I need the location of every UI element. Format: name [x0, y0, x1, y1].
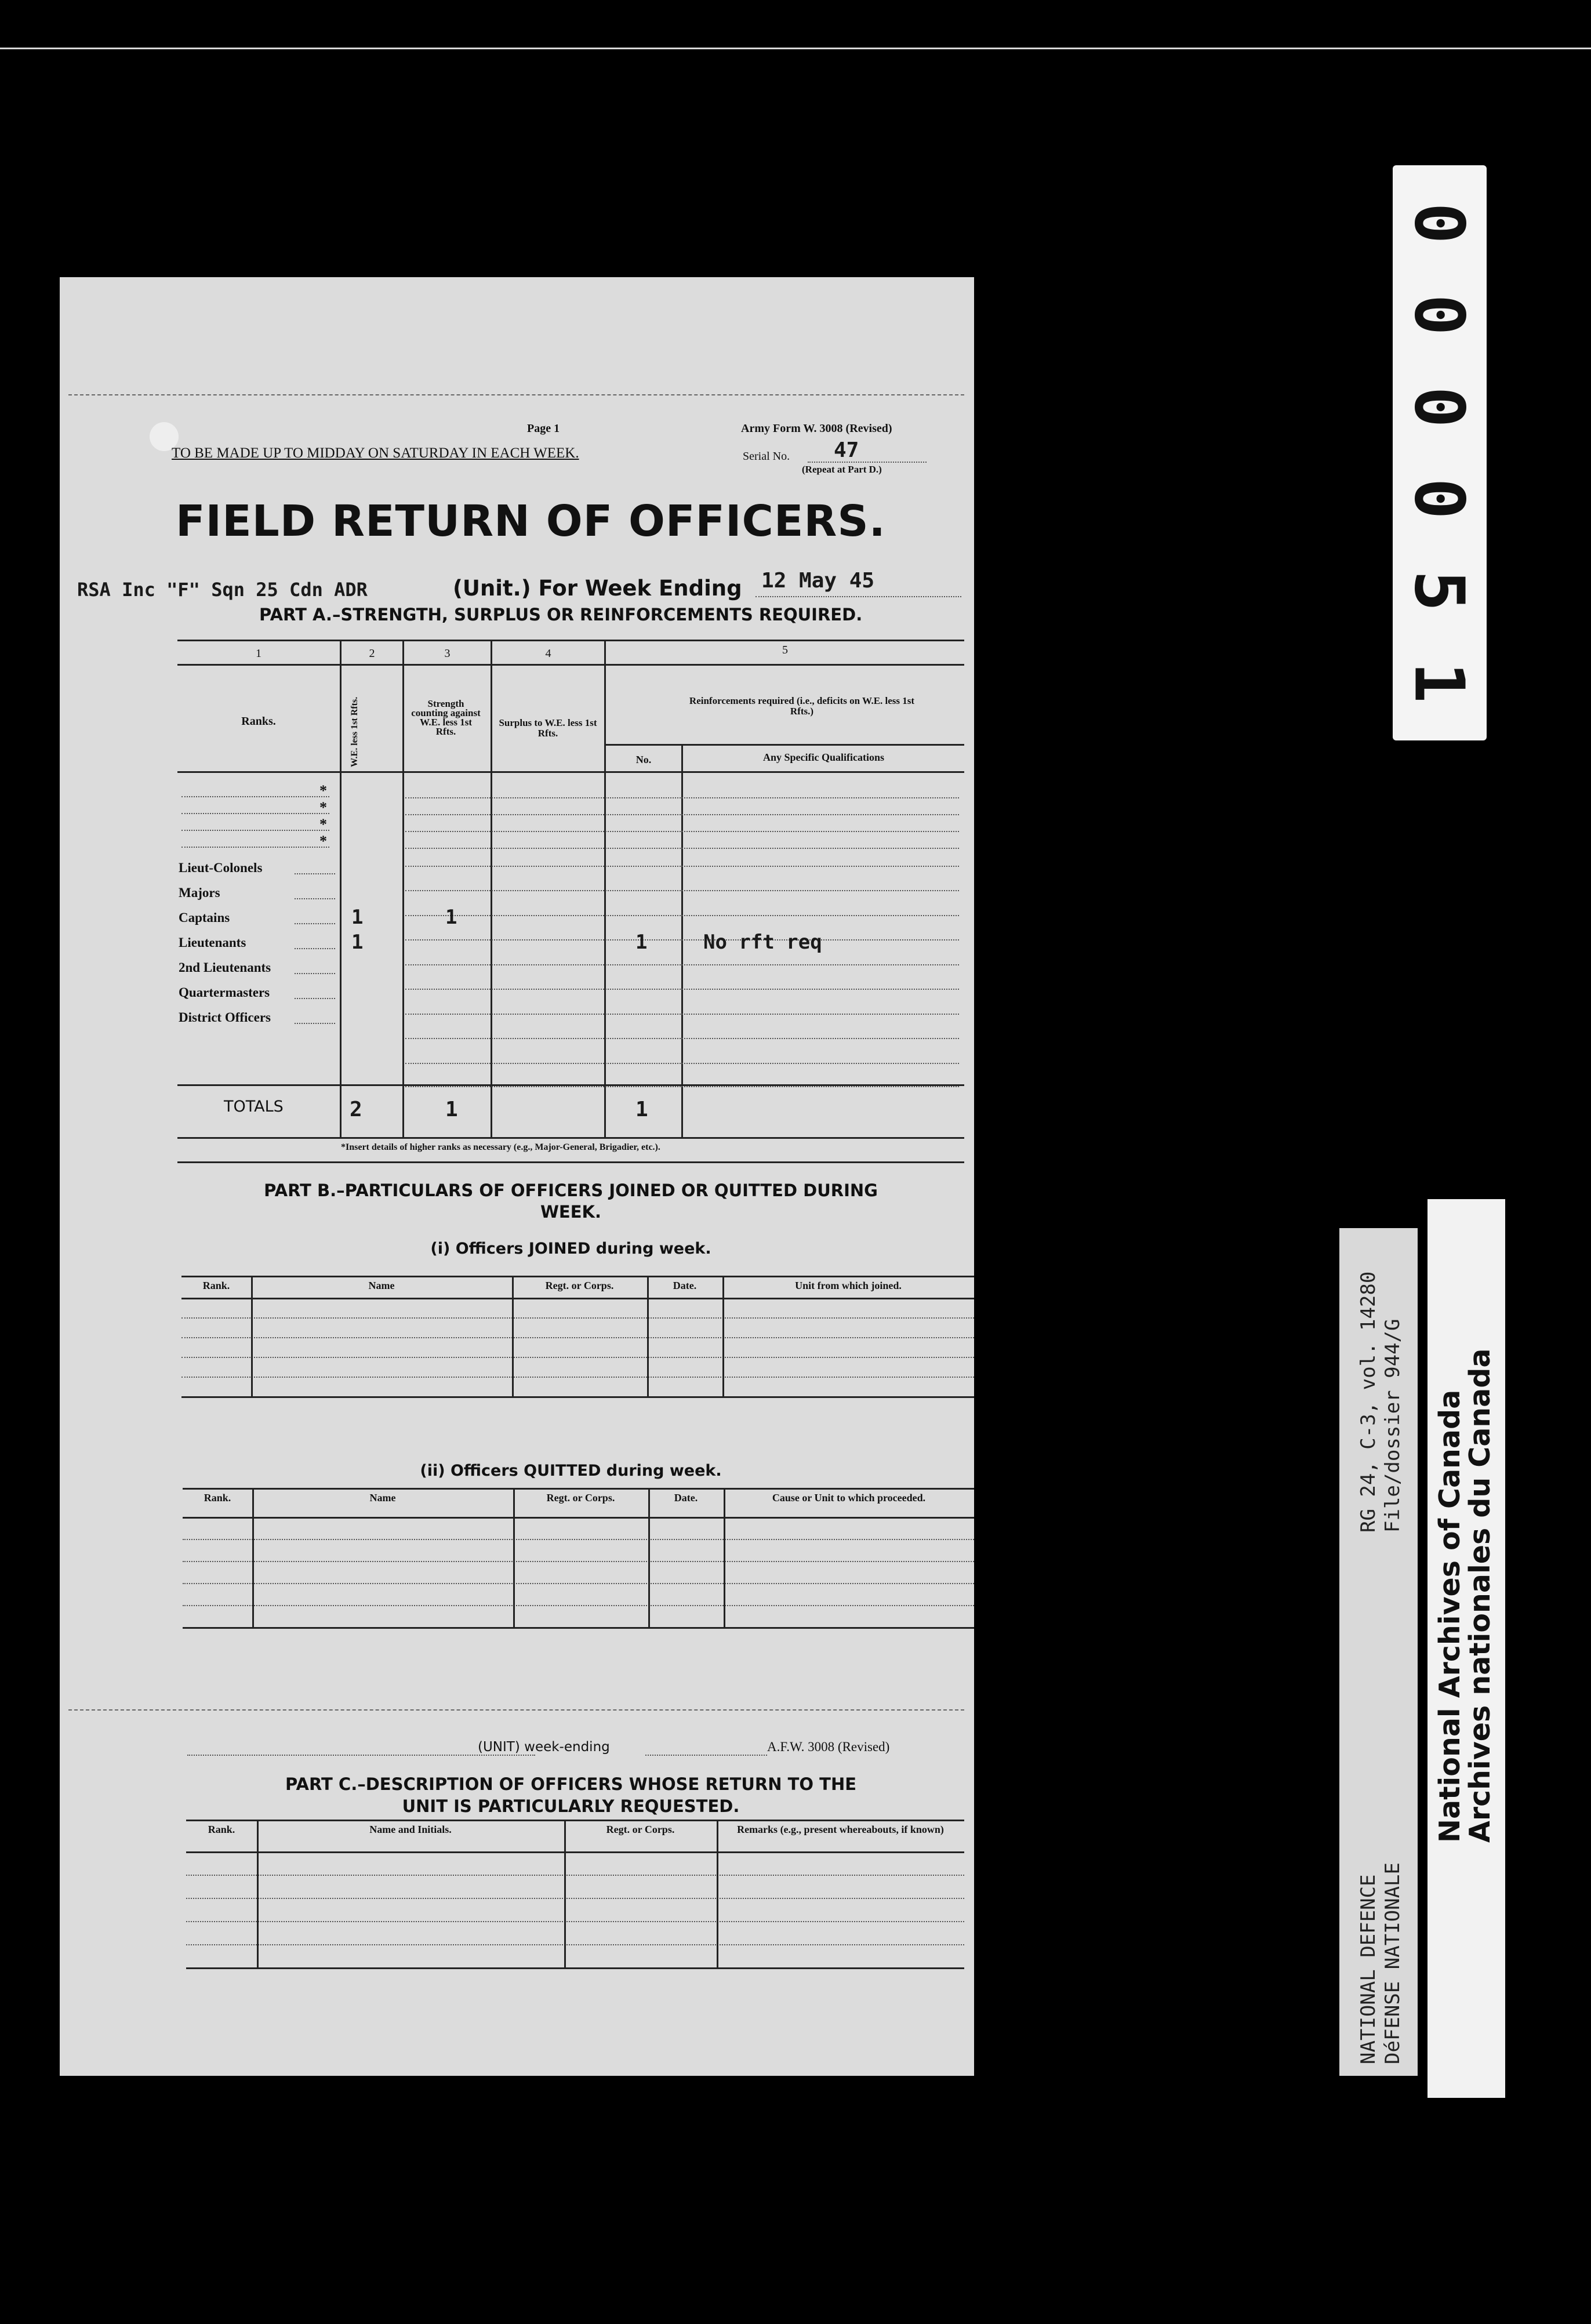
cell-dot-line: [405, 1086, 959, 1087]
cell-dot-line: [405, 1014, 959, 1015]
table-header-rule: [186, 1851, 964, 1853]
table-top-rule: [186, 1820, 964, 1821]
week-dots: [645, 1755, 767, 1756]
page-label: Page 1: [527, 422, 560, 435]
col-number-3: 3: [444, 647, 451, 660]
instruction-text: TO BE MADE UP TO MIDDAY ON SATURDAY IN EACH WEEK.: [172, 445, 579, 461]
table-row-line: [181, 1337, 974, 1338]
col-reinforcements-header: Reinforcements required (i.e., deficits on W.E. less 1st Rfts.): [689, 695, 915, 717]
top-border-line: [0, 48, 1591, 49]
tear-off-unit-label: (UNIT) week-ending: [475, 1740, 612, 1755]
total-strength: 1: [445, 1098, 458, 1121]
cell-dot-line: [405, 797, 959, 798]
table-column-rule: [647, 1276, 649, 1396]
joined-title: (i) Officers JOINED during week.: [430, 1240, 711, 1258]
dept-en: NATIONAL DEFENCE: [1357, 1874, 1380, 2064]
table-top-rule: [181, 1276, 974, 1277]
star-row-line: [181, 813, 329, 814]
army-form-number: Army Form W. 3008 (Revised): [741, 422, 892, 435]
table-bottom-rule: [183, 1627, 974, 1629]
table-header-0: Rank.: [202, 1280, 230, 1291]
rank-label: 2nd Lieutenants: [179, 960, 271, 975]
serial-dots: [808, 462, 927, 463]
part-b-title-1: PART B.–PARTICULARS OF OFFICERS JOINED OR QUITTED DURING: [264, 1181, 878, 1200]
table-header-2: Regt. or Corps.: [546, 1492, 615, 1504]
cell-dot-line: [405, 1063, 959, 1064]
col-qualifications-header: Any Specific Qualifications: [762, 751, 884, 763]
rank-dots: [295, 1023, 335, 1024]
star-mark: *: [319, 816, 327, 833]
table-header-rule: [181, 1298, 974, 1299]
rank-dots: [295, 948, 335, 949]
table-top-rule: [183, 1488, 974, 1490]
ref-line-1: RG 24, C-3, vol. 14280: [1357, 1271, 1380, 1533]
we-value: 1: [351, 931, 364, 954]
counter-digit: 5: [1399, 570, 1480, 612]
cell-dot-line: [405, 1038, 959, 1039]
table-header-1: Name: [369, 1492, 396, 1504]
rank-label: Majors: [179, 885, 220, 900]
counter-digit: 0: [1399, 386, 1480, 428]
table-column-rule: [257, 1820, 259, 1967]
table-header-3: Remarks (e.g., present whereabouts, if known): [737, 1824, 944, 1835]
table-row-line: [181, 1317, 974, 1319]
qualification-value: No rft req: [703, 931, 822, 954]
col-number-1: 1: [256, 647, 261, 660]
table-header-2: Regt. or Corps.: [545, 1280, 614, 1291]
table-column-rule: [251, 1276, 253, 1396]
we-value: 1: [351, 906, 364, 929]
table-row-line: [186, 1898, 964, 1899]
col-number-4: 4: [545, 647, 551, 660]
rank-label: Captains: [179, 910, 230, 925]
table-header-0: Rank.: [208, 1824, 235, 1835]
rank-label: Quartermasters: [179, 985, 270, 1000]
rank-dots: [295, 973, 335, 974]
cell-dot-line: [405, 939, 959, 941]
table-column-rule: [648, 1488, 650, 1627]
cell-dot-line: [405, 831, 959, 832]
table-header-rule: [183, 1517, 974, 1519]
rank-dots: [295, 923, 335, 924]
unit-dots: [187, 1755, 535, 1756]
strength-value: 1: [445, 906, 457, 929]
total-we: 2: [350, 1098, 362, 1121]
table-row-line: [181, 1357, 974, 1358]
unit-label: (Unit.) For Week Ending: [453, 576, 742, 601]
reinforcement-no: 1: [635, 931, 648, 954]
table-header-3: Date.: [674, 1492, 698, 1504]
table-column-rule: [722, 1276, 724, 1396]
archive-name-strip: [1427, 1199, 1505, 2098]
cell-dot-line: [405, 964, 959, 965]
table-column-rule: [252, 1488, 254, 1627]
cell-dot-line: [405, 814, 959, 815]
serial-label: Serial No.: [743, 450, 790, 463]
star-row-line: [181, 830, 329, 831]
rank-dots: [295, 898, 335, 899]
perforation-top: [68, 394, 964, 395]
tear-off-form-number: A.F.W. 3008 (Revised): [767, 1740, 890, 1754]
table-row-line: [183, 1605, 974, 1606]
part-b-title-2: WEEK.: [540, 1202, 602, 1222]
table-row-line: [186, 1875, 964, 1876]
star-row-line: [181, 796, 329, 797]
col-ranks-header: Ranks.: [241, 715, 276, 728]
star-mark: *: [319, 799, 327, 816]
cell-dot-line: [405, 915, 959, 916]
serial-number: 47: [834, 438, 859, 462]
table-header-4: Unit from which joined.: [795, 1280, 902, 1291]
week-ending-dots: [755, 596, 961, 597]
archive-name-en: National Archives of Canada: [1433, 1389, 1466, 1843]
rank-label: Lieutenants: [179, 935, 246, 950]
totals-label: TOTALS: [224, 1098, 284, 1116]
repeat-note: (Repeat at Part D.): [802, 464, 882, 475]
table-column-rule: [717, 1820, 718, 1967]
table-header-4: Cause or Unit to which proceeded.: [772, 1492, 926, 1504]
dept-fr: DéFENSE NATIONALE: [1381, 1862, 1404, 2064]
star-mark: *: [319, 782, 327, 799]
counter-digit: 0: [1399, 202, 1480, 244]
total-reinforcements: 1: [635, 1098, 648, 1121]
table-column-rule: [512, 1276, 514, 1396]
table-header-1: Name and Initials.: [369, 1824, 452, 1835]
perforation-bottom: [68, 1709, 964, 1711]
cell-dot-line: [405, 848, 959, 849]
part-c-title-2: UNIT IS PARTICULARLY REQUESTED.: [402, 1796, 740, 1816]
rank-label: Lieut-Colonels: [179, 860, 263, 875]
part-a-title: PART A.–STRENGTH, SURPLUS OR REINFORCEMENTS REQUIRED.: [259, 605, 863, 624]
field-return-form: [60, 277, 974, 2076]
table-row-line: [186, 1921, 964, 1922]
table-column-rule: [724, 1488, 725, 1627]
rank-dots: [295, 873, 335, 874]
table-bottom-rule: [181, 1396, 974, 1398]
star-row-line: [181, 847, 329, 848]
table-row-line: [181, 1377, 974, 1378]
table-row-line: [186, 1944, 964, 1945]
unit-value: RSA Inc "F" Sqn 25 Cdn ADR: [77, 579, 368, 601]
col-number-2: 2: [369, 647, 375, 660]
archive-name-fr: Archives nationales du Canada: [1463, 1348, 1496, 1843]
table-header-1: Name: [368, 1280, 395, 1291]
frame-counter: [1393, 165, 1487, 740]
table-header-0: Rank.: [204, 1492, 231, 1504]
rank-dots: [295, 998, 335, 999]
col-strength-header: Strength counting against W.E. less 1st Rfts.: [411, 698, 481, 737]
archive-reference-strip: [1339, 1228, 1418, 2076]
table-column-rule: [513, 1488, 515, 1627]
table-row-line: [183, 1539, 974, 1540]
table-row-line: [183, 1561, 974, 1562]
star-mark: *: [319, 833, 327, 849]
cell-dot-line: [405, 890, 959, 891]
cell-dot-line: [405, 866, 959, 867]
counter-digit: 0: [1399, 478, 1480, 520]
rank-label: District Officers: [179, 1010, 271, 1025]
footnote: *Insert details of higher ranks as necessary (e.g., Major-General, Brigadier, etc.).: [341, 1142, 660, 1152]
cell-dot-line: [405, 989, 959, 990]
col-we-header: W.E. less 1st Rfts.: [350, 696, 359, 767]
table-bottom-rule: [186, 1967, 964, 1969]
col-surplus-header: Surplus to W.E. less 1st Rfts.: [499, 717, 597, 739]
part-c-title-1: PART C.–DESCRIPTION OF OFFICERS WHOSE RETURN TO THE: [285, 1774, 857, 1794]
col-no-header: No.: [635, 754, 652, 765]
col-number-5: 5: [782, 644, 788, 656]
week-ending-value: 12 May 45: [761, 569, 875, 593]
table-row-line: [183, 1583, 974, 1584]
quitted-title: (ii) Officers QUITTED during week.: [420, 1462, 722, 1480]
form-title: FIELD RETURN OF OFFICERS.: [176, 496, 886, 546]
ref-line-2: File/dossier 944/G: [1381, 1319, 1404, 1533]
table-header-3: Date.: [673, 1280, 697, 1291]
counter-digit: 1: [1399, 662, 1480, 703]
table-column-rule: [564, 1820, 566, 1967]
counter-digit: 0: [1399, 294, 1480, 336]
table-header-2: Regt. or Corps.: [606, 1824, 675, 1835]
